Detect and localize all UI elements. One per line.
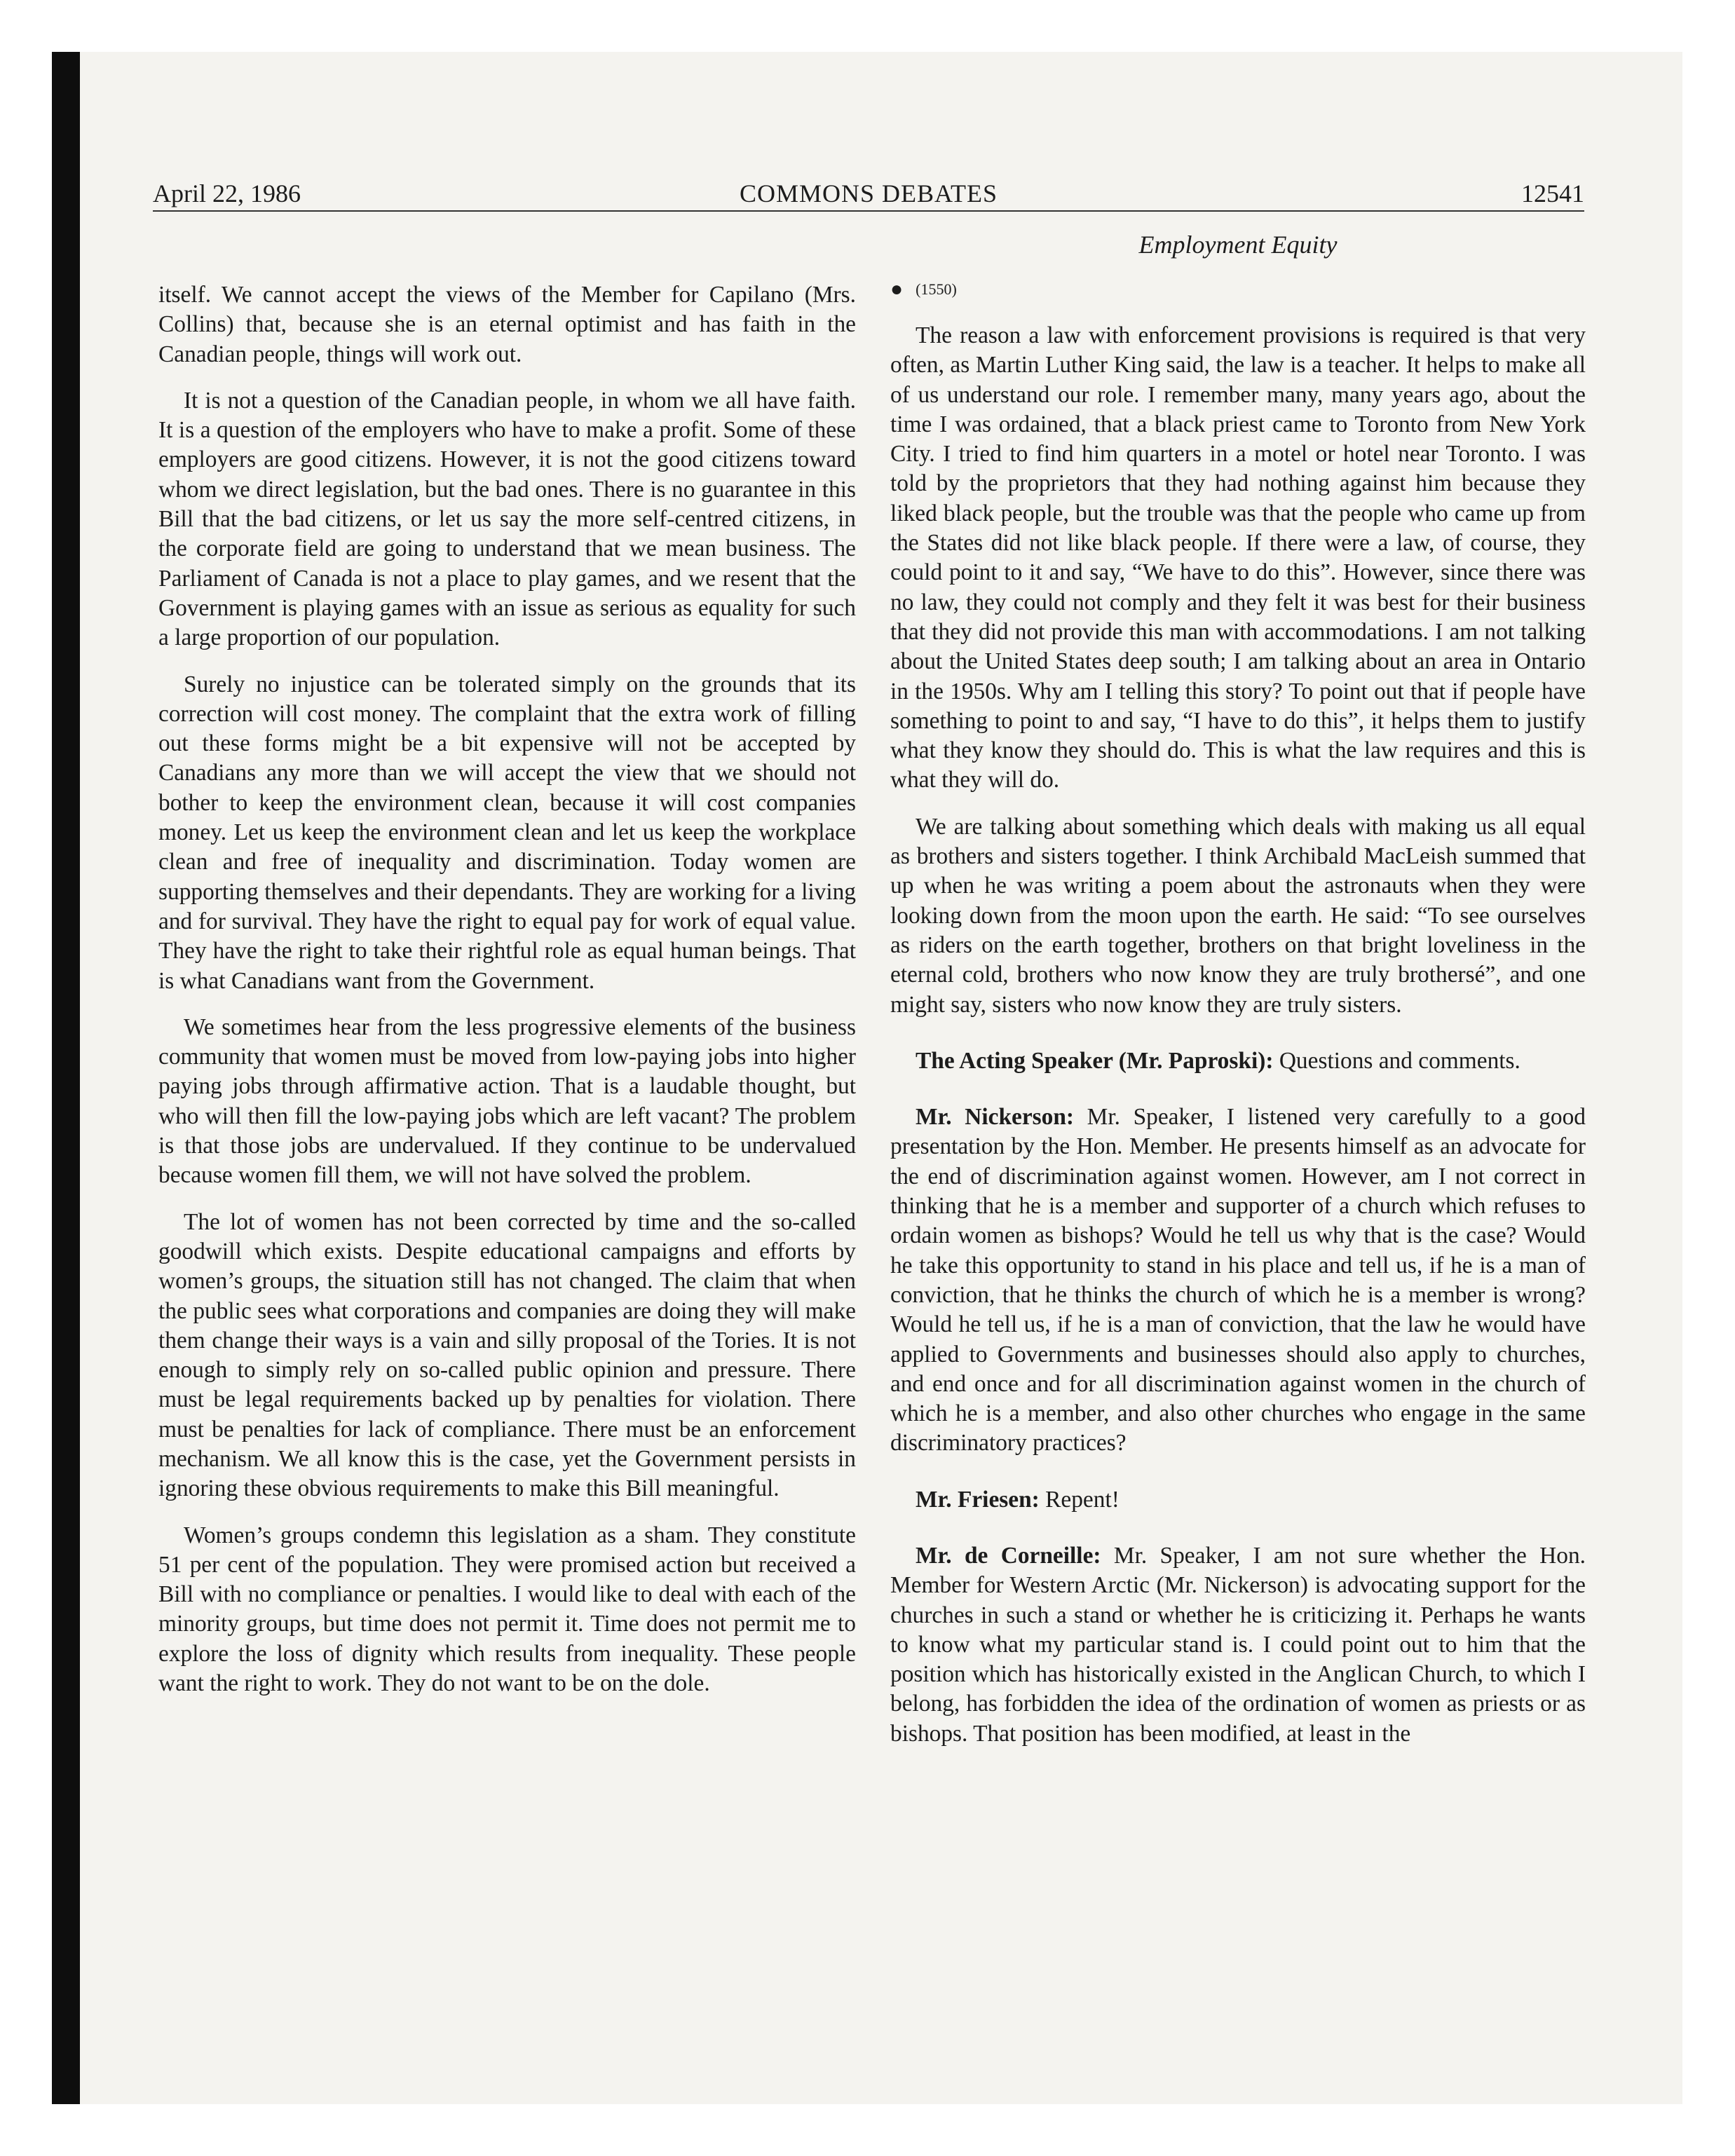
paragraph: It is not a question of the Canadian people, in whom we all have faith. It is a question of the employers who have to make a profit. Some of these employers are good citizens. However, it is not the good citizens toward whom we direct legislation, but the bad ones. There is no guarantee in this Bill that the bad citizens, or let us say the more self-centred citizens, in the corporate field are going to understand that we mean business. The Parliament of Canada is not a place to play games, and we resent that the Government is playing games with an issue as serious as equality for such a large proportion of our population. <box>158 387 856 651</box>
time-stamp: (1550) <box>916 280 957 298</box>
header-journal-title: COMMONS DEBATES <box>739 179 998 207</box>
paragraph: We are talking about something which deals with making us all equal as brothers and sisters together. I think Archibald MacLeish summed that up when he was writing a poem about the astronauts when they were looking down from the moon upon the earth. He said: “To see ourselves as riders on the earth together, brothers on that bright loveliness in the eternal cold, brothers who now know they are truly brothersé”, and one might say, sisters who now know they are truly sisters. <box>890 813 1586 1018</box>
speaker-name: Mr. Nickerson: <box>916 1104 1075 1131</box>
speech-acting-speaker <box>890 1046 1586 1076</box>
speech-text: Questions and comments. <box>1273 1047 1520 1074</box>
paragraph: itself. We cannot accept the views of the Member for Capilano (Mrs. Collins) that, because she is an eternal optimist and has faith in the Canadian people, things will work out. <box>158 282 856 367</box>
speech-text: Mr. Speaker, I listened very carefully to a good presentation by the Hon. Member. He presents himself as an advocate for the end of discrimination against women. However, am I not correct in thinking that he is a member and supporter of a church which refuses to ordain women as bishops? Would he tell us why that is the case? Would he take this opportunity to stand in his place and tell us, if he is a man of conviction, that he thinks the church of which he is a member is wrong? Would he tell us, if he is a man of conviction, that the law he would have applied to Governments and businesses should also apply to churches, and end once and for all discrimination against women in the church of which he is a member, and also other churches who engage in the same discriminatory practices? <box>890 1104 1586 1456</box>
header-page-number: 12541 <box>1521 179 1584 207</box>
time-marker <box>890 275 1586 304</box>
speaker-name: The Acting Speaker (Mr. Paproski): <box>916 1047 1274 1074</box>
binding-edge <box>52 52 80 2104</box>
paragraph: We sometimes hear from the less progressive elements of the business community that women must be moved from low-paying jobs into higher paying jobs through affirmative action. That is a laudable thought, but who will then fill the low-paying jobs which are left vacant? The problem is that those jobs are undervalued. If they continue to be undervalued because women fill them, we will not have solved the problem. <box>158 1014 856 1189</box>
bullet-icon: ● <box>890 278 904 301</box>
left-column <box>158 280 856 1698</box>
paragraph: Surely no injustice can be tolerated simply on the grounds that its correction will cost money. The complaint that the extra work of filling out these forms might be a bit expensive will not be accepted by Canadians any more than we will accept the view that we should not bother to keep the environment clean, because it will cost companies money. Let us keep the environment clean and let us keep the workplace clean and free of inequality and discrimination. Today women are supporting themselves and their dependants. They are working for a living and for survival. They have the right to equal pay for work of equal value. They have the right to take their rightful role as equal human beings. That is what Canadians want from the Government. <box>158 671 856 994</box>
speech-text: Repent! <box>1039 1486 1120 1513</box>
paragraph: The reason a law with enforcement provisions is required is that very often, as Martin Luther King said, the law is a teacher. It helps to make all of us understand our role. I remember many, many years ago, about the time I was ordained, that a black priest came to Toronto from New York City. I tried to find him quarters in a motel or hotel near Toronto. I was told by the proprietors that they had nothing against him because they liked black people, but the trouble was that the people who came up from the States did not like black people. If there were a law, of course, they could point to it and say, “We have to do this”. However, since there was no law, they could not comply and they felt it was best for their business that they did not provide this man with accommodations. I am not talking about the United States deep south; I am talking about an area in Ontario in the 1950s. Why am I telling this story? To point out that if people have something to point to and say, “I have to do this”, it helps them to justify what they know they should do. This is what the law requires and this is what they will do. <box>890 322 1586 793</box>
speech-nickerson <box>890 1103 1586 1459</box>
speaker-name: Mr. Friesen: <box>916 1486 1040 1513</box>
section-title: Employment Equity <box>1138 231 1338 259</box>
paragraph: The lot of women has not been corrected by time and the so-called goodwill which exists. Despite educational campaigns and efforts by women’s groups, the situation still has not changed. The claim that when the public sees what corporations and companies are doing they will make them change their ways is a vain and silly proposal of the Tories. It is not enough to simply rely on so-called public opinion and pressure. There must be legal requirements backed up by penalties for violation. There must be penalties for lack of compliance. There must be an enforcement mechanism. We all know this is the case, yet the Government persists in ignoring these obvious requirements to make this Bill meaningful. <box>158 1208 856 1502</box>
header-date: April 22, 1986 <box>153 179 301 207</box>
speech-friesen <box>890 1485 1586 1515</box>
right-column <box>890 275 1586 1749</box>
speech-text: Mr. Speaker, I am not sure whether the Hon. Member for Western Arctic (Mr. Nickerson) is advocating support for the churches in such a stand or whether he is criticizing it. Perhaps he wants to know what my particular stand is. I could point out to him that the position which has historically existed in the Anglican Church, to which I belong, has forbidden the idea of the ordination of women as priests or as bishops. That position has been modified, at least in the <box>890 1542 1586 1747</box>
speaker-name: Mr. de Corneille: <box>916 1542 1101 1569</box>
speech-de-corneille <box>890 1541 1586 1749</box>
paragraph: Women’s groups condemn this legislation as a sham. They constitute 51 per cent of the population. They were promised action but received a Bill with no compliance or penalties. I would like to deal with each of the minority groups, but time does not permit it. Time does not permit me to explore the loss of dignity which results from inequality. These people want the right to work. They do not want to be on the dole. <box>158 1522 856 1697</box>
running-header <box>153 177 1584 212</box>
